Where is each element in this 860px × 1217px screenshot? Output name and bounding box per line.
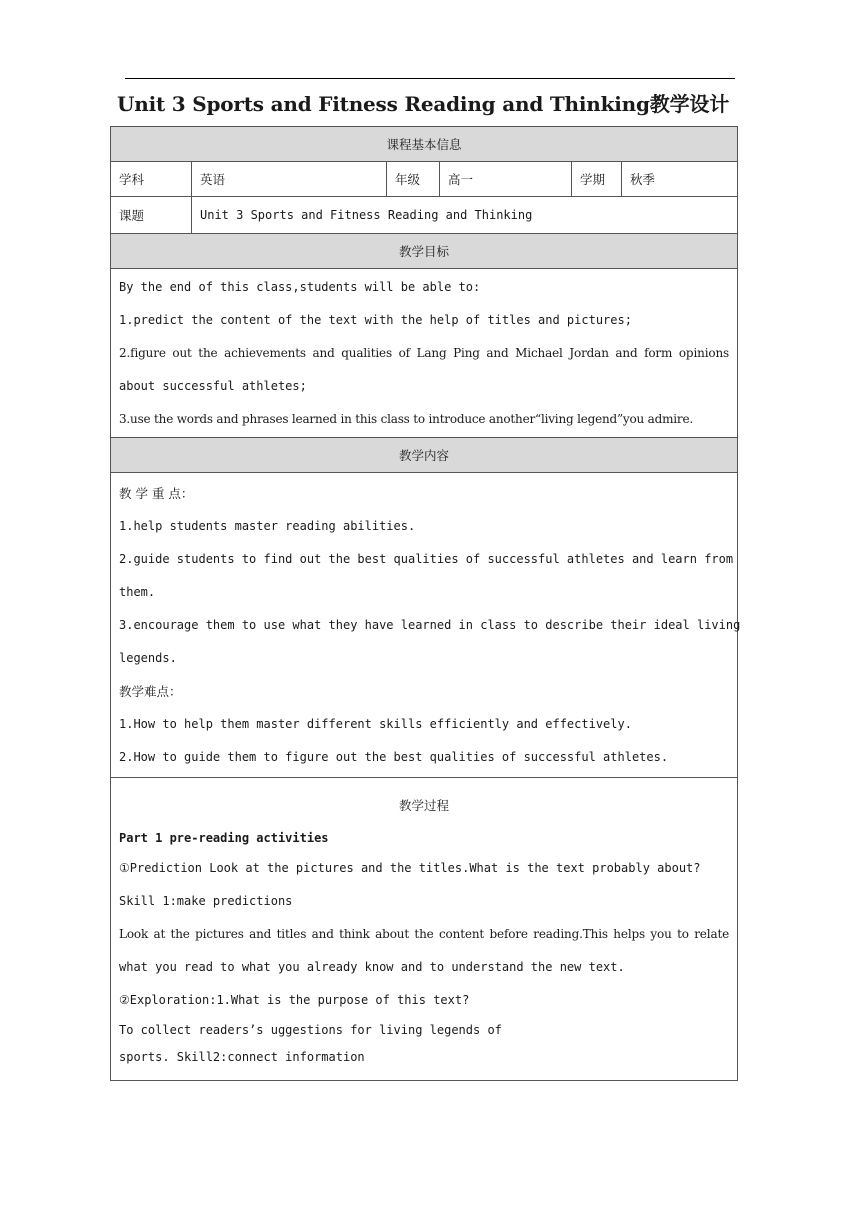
objective-2-line-2: about successful athletes;	[119, 378, 307, 393]
answer-line-1: To collect readers’s uggestions for living legends of	[119, 1023, 502, 1037]
difficulties-label: 教学难点：	[119, 683, 182, 699]
answer-line-2: sports. Skill2:connect information	[119, 1050, 365, 1064]
content-header-row	[111, 438, 738, 473]
term-value: 秋季	[622, 162, 738, 197]
process-header: 教学过程	[399, 798, 450, 813]
prediction-task: ①Prediction Look at the pictures and the titles.What is the text probably about?	[119, 861, 701, 875]
key-point-3-line-1: 3.encourage them to use what they have learned in class to describe their ideal living	[119, 617, 741, 632]
subject-label: 学科	[111, 162, 192, 197]
objectives-body	[111, 269, 738, 438]
objectives-intro: By the end of this class,students will be able to:	[119, 279, 481, 294]
content-body-row	[111, 473, 738, 778]
key-point-3-line-2: legends.	[119, 650, 177, 665]
process-row	[111, 778, 738, 1081]
objective-1: 1.predict the content of the text with the help of titles and pictures;	[119, 312, 632, 327]
document-title: Unit 3 Sports and Fitness Reading and Thinking教学设计	[116, 92, 730, 116]
skill-1-desc-line-2: what you read to what you already know and to understand the new text.	[119, 960, 625, 974]
grade-value: 高一	[440, 162, 572, 197]
skill-1-desc-line-1: Look at the pictures and titles and think about the content before reading.This helps you to relate	[119, 927, 730, 941]
lesson-plan-table	[110, 126, 741, 1081]
grade-label: 年级	[387, 162, 440, 197]
objective-3: 3.use the words and phrases learned in this class to introduce another“living legend”you admire.	[119, 411, 693, 426]
topic-row	[111, 197, 738, 234]
course-info-header: 课程基本信息	[111, 127, 738, 162]
key-points-label: 教 学 重 点：	[119, 485, 194, 501]
objectives-header: 教学目标	[111, 234, 738, 269]
skill-1: Skill 1:make predictions	[119, 894, 293, 908]
key-point-2-line-2: them.	[119, 584, 156, 599]
difficulty-1: 1.How to help them master different skills efficiently and effectively.	[119, 716, 632, 731]
course-info-header-row	[111, 127, 738, 162]
objectives-body-row	[111, 269, 738, 438]
content-header: 教学内容	[111, 438, 738, 473]
header-rule	[125, 78, 735, 79]
exploration-question: ②Exploration:1.What is the purpose of this text?	[119, 993, 470, 1007]
term-label: 学期	[572, 162, 622, 197]
process-body	[111, 778, 738, 1081]
subject-value: 英语	[192, 162, 387, 197]
objective-2-line-1: 2.figure out the achievements and qualities of Lang Ping and Michael Jordan and form opinions	[119, 345, 730, 360]
subject-row	[111, 162, 738, 197]
difficulty-2: 2.How to guide them to figure out the best qualities of successful athletes.	[119, 749, 669, 764]
content-body	[111, 473, 741, 778]
part-1-heading: Part 1 pre-reading activities	[119, 831, 329, 845]
topic-value: Unit 3 Sports and Fitness Reading and Thinking	[192, 197, 738, 234]
objectives-header-row	[111, 234, 738, 269]
key-point-2-line-1: 2.guide students to find out the best qualities of successful athletes and learn from	[119, 551, 734, 566]
topic-label: 课题	[111, 197, 192, 234]
key-point-1: 1.help students master reading abilities.	[119, 518, 416, 533]
